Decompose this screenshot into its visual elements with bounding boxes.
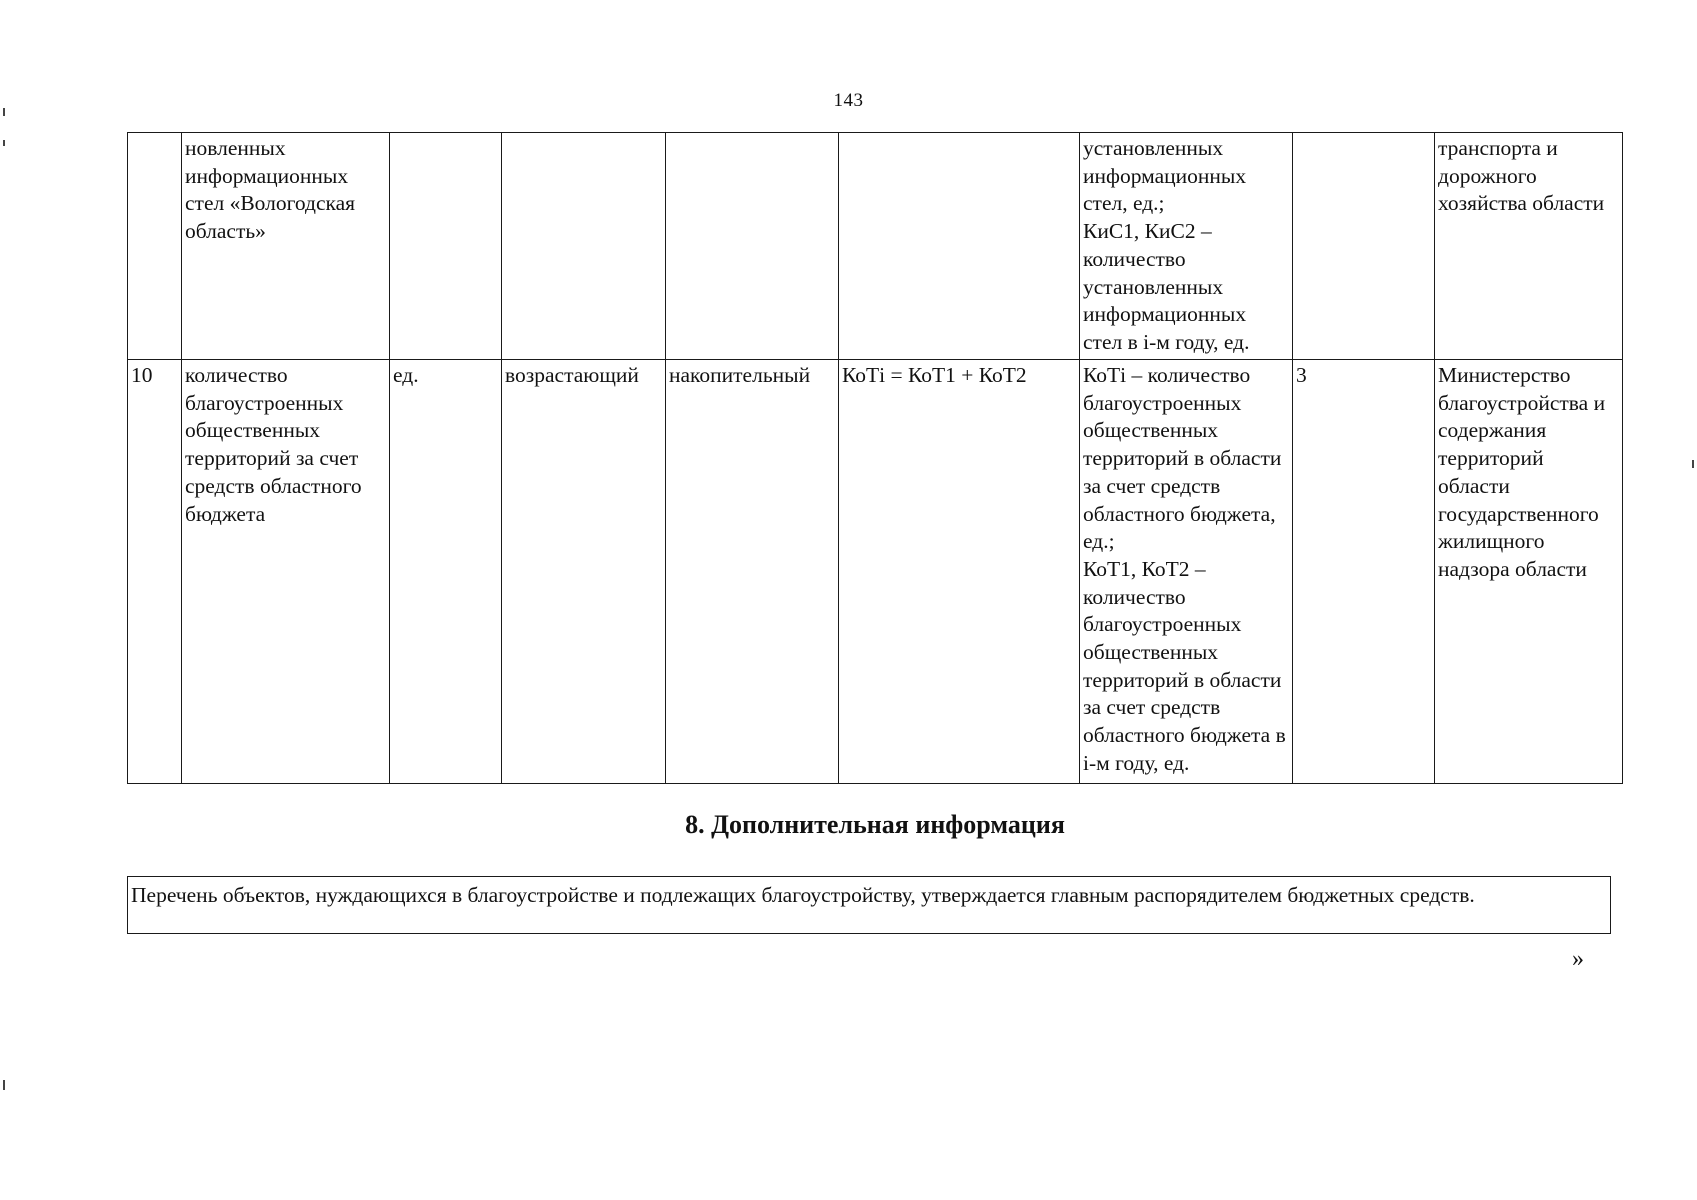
cell-unit: ед. [390, 360, 502, 784]
page-number: 143 [833, 90, 864, 111]
scan-mark [3, 140, 5, 146]
cell-responsible: транспорта и дорожного хозяйства области [1435, 133, 1623, 360]
cell-formula-description: КоТi – количество благоустроенных общественных территорий в области за счет средств областного бюджета, ед.; КоТ1, КоТ2 – количество благоустроенных общественных территорий в области за счет средств областного бюджета в i-м году, ед. [1080, 360, 1293, 784]
table-row [128, 133, 1623, 360]
additional-info-text: Перечень объектов, нуждающихся в благоустройстве и подлежащих благоустройству, утверждается главным распорядителем бюджетных средств. [127, 876, 1611, 934]
cell-formula: КоТi = КоТ1 + КоТ2 [839, 360, 1080, 784]
section-heading: 8. Дополнительная информация [685, 810, 1065, 839]
cell-responsible: Министерство благоустройства и содержания территорий области государственного жилищного надзора области [1435, 360, 1623, 784]
scan-mark [3, 1080, 5, 1090]
cell-dynamics: возрастающий [502, 360, 666, 784]
cell-source-code: 3 [1293, 360, 1435, 784]
cell-number [128, 133, 182, 360]
cell-calc-method [666, 133, 839, 360]
cell-source-code [1293, 133, 1435, 360]
cell-unit [390, 133, 502, 360]
scan-mark [3, 108, 5, 116]
indicators-table [127, 132, 1623, 784]
closing-quote: » [1572, 946, 1584, 972]
cell-formula [839, 133, 1080, 360]
table-row [128, 360, 1623, 784]
cell-number: 10 [128, 360, 182, 784]
cell-indicator-name: новленных информационных стел «Вологодская область» [182, 133, 390, 360]
cell-dynamics [502, 133, 666, 360]
cell-calc-method: накопительный [666, 360, 839, 784]
scan-mark [1692, 460, 1694, 468]
cell-indicator-name: количество благоустроенных общественных территорий за счет средств областного бюджета [182, 360, 390, 784]
cell-formula-description: установленных информационных стел, ед.; КиС1, КиС2 – количество установленных информационных стел в i-м году, ед. [1080, 133, 1293, 360]
